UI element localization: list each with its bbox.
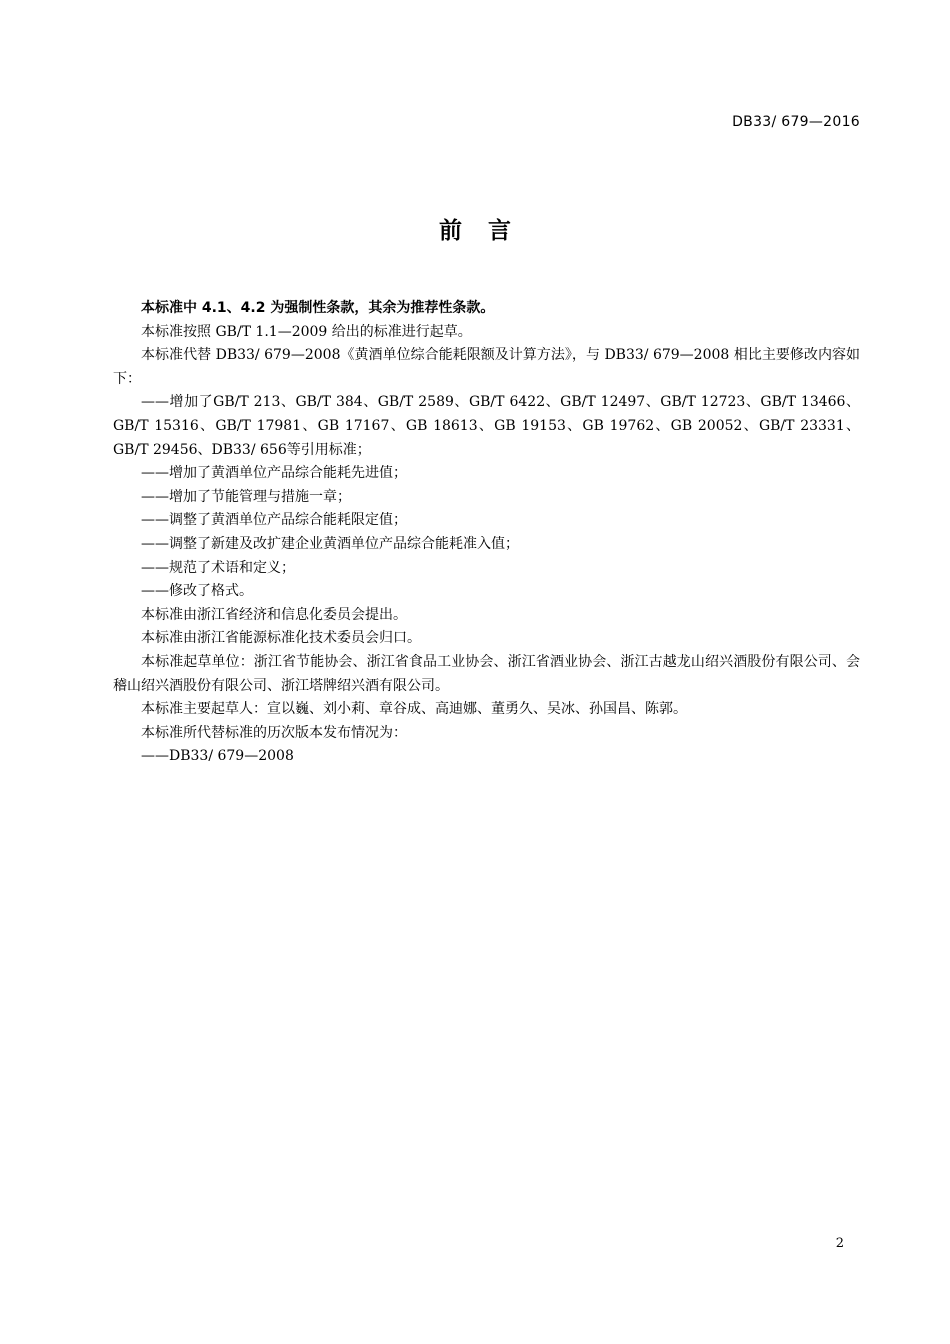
committee-paragraph: 本标准由浙江省能源标准化技术委员会归口。 bbox=[141, 630, 421, 647]
change-item: ——增加了黄酒单位产品综合能耗先进值； bbox=[141, 465, 407, 482]
change-item: ——增加了节能管理与措施一章； bbox=[141, 488, 351, 505]
history-item: ——DB33/ 679—2008 bbox=[141, 748, 294, 765]
page-number: 2 bbox=[835, 1236, 844, 1251]
history-intro-paragraph: 本标准所代替标准的历次版本发布情况为： bbox=[141, 724, 407, 741]
page-title: 前言 bbox=[439, 218, 537, 244]
change-item: ——修改了格式。 bbox=[141, 583, 253, 600]
drafters-paragraph: 本标准主要起草人：宣以巍、刘小莉、章谷成、高迪娜、董勇久、吴冰、孙国昌、陈郭。 bbox=[141, 701, 687, 718]
replacement-paragraph: 本标准代替 DB33/ 679—2008《黄酒单位综合能耗限额及计算方法》，与 DB33/ 679—2008 相比主要修改内容如下： bbox=[113, 347, 860, 387]
drafting-units-paragraph: 本标准起草单位：浙江省节能协会、浙江省食品工业协会、浙江省酒业协会、浙江古越龙山绍兴酒股份有限公司、会稽山绍兴酒股份有限公司、浙江塔牌绍兴酒有限公司。 bbox=[113, 653, 860, 694]
proposer-paragraph: 本标准由浙江省经济和信息化委员会提出。 bbox=[141, 606, 407, 623]
change-item: ——增加了GB/T 213、GB/T 384、GB/T 2589、GB/T 6422、GB/T 12497、GB/T 12723、GB/T 13466、GB/T 15316、GB/T 17981、GB 17167、GB 18613、GB 19153、GB 19762、GB 20052、GB/T 23331、GB/T 29456、DB33/ 656等引用标准； bbox=[113, 394, 860, 458]
drafting-rule-paragraph: 本标准按照 GB/T 1.1—2009 给出的标准进行起草。 bbox=[141, 323, 472, 340]
mandatory-clause-statement: 本标准中 4.1、4.2 为强制性条款，其余为推荐性条款。 bbox=[141, 300, 495, 316]
document-body bbox=[113, 297, 860, 769]
change-item: ——规范了术语和定义； bbox=[141, 559, 295, 576]
change-item: ——调整了黄酒单位产品综合能耗限定值； bbox=[141, 512, 407, 529]
change-item: ——调整了新建及改扩建企业黄酒单位产品综合能耗准入值； bbox=[141, 535, 519, 552]
document-code: DB33/ 679—2016 bbox=[732, 114, 860, 130]
